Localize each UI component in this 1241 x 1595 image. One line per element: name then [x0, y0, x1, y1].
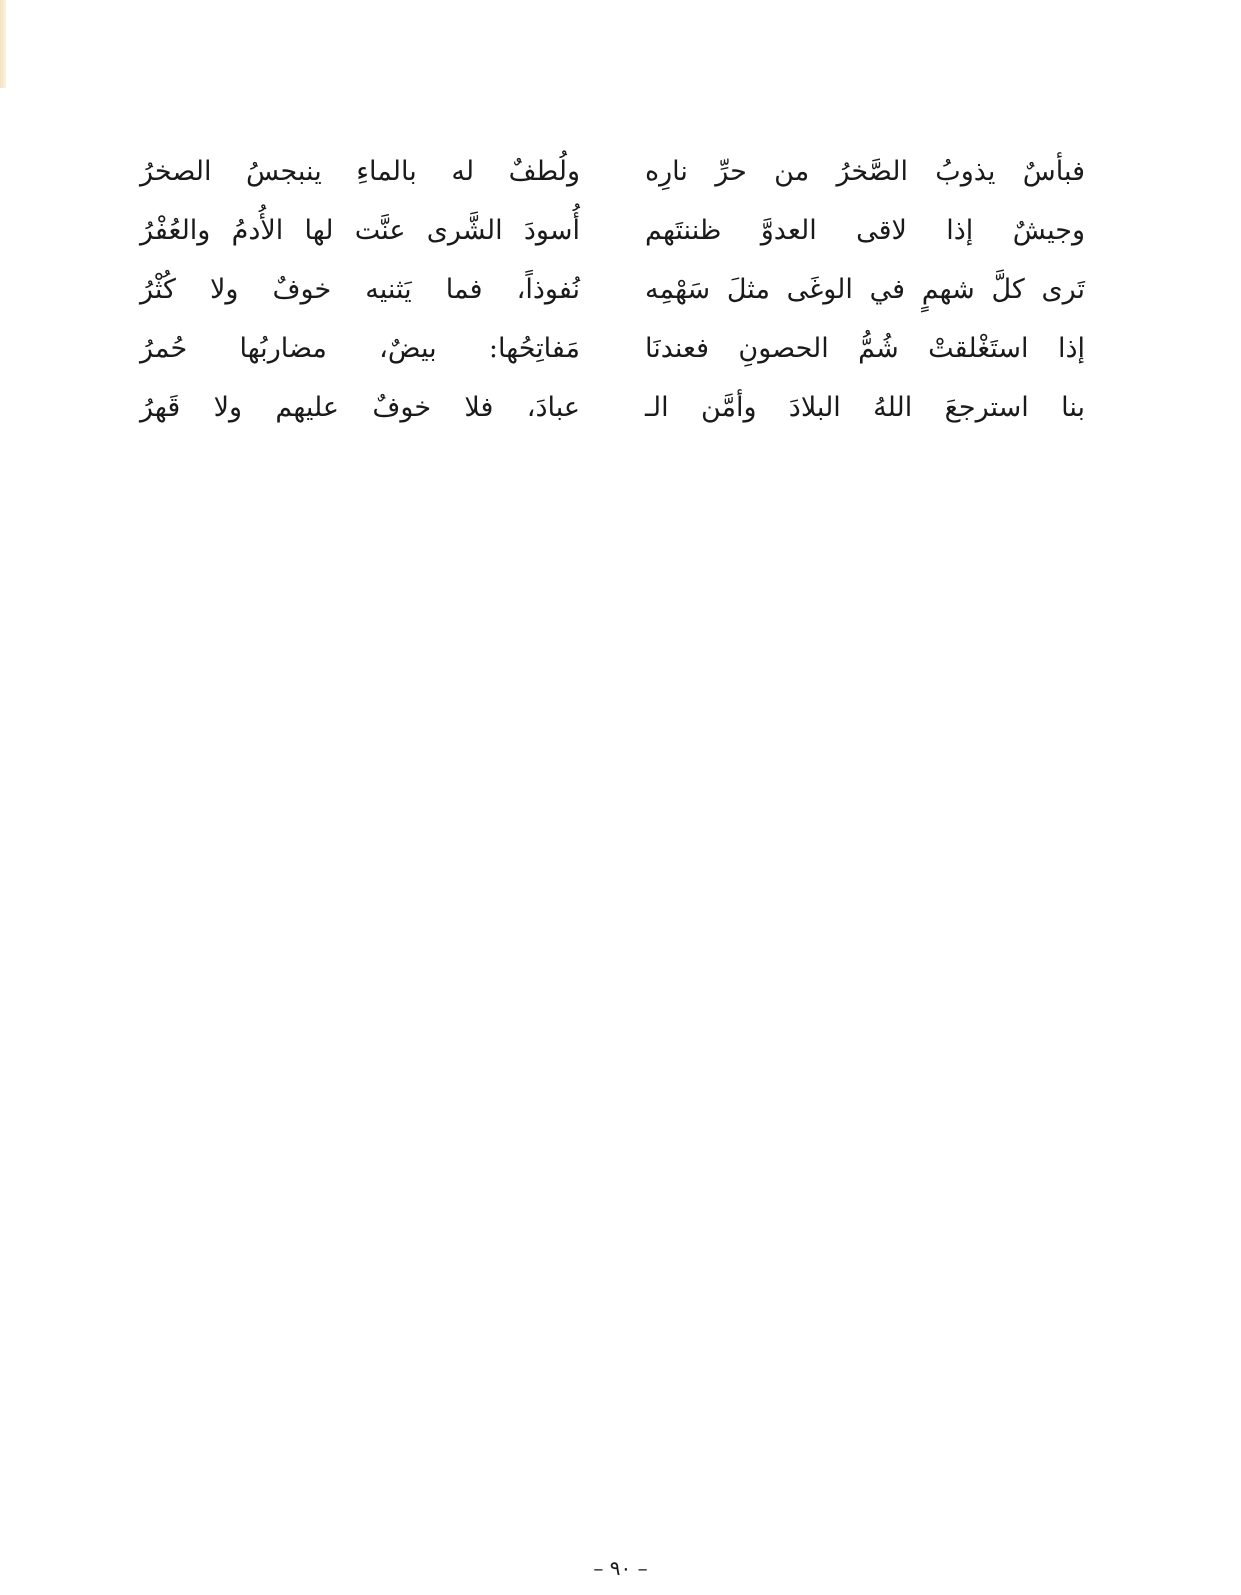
verse-4-first-hemistich: إذا استَغْلقتْ شُمُّ الحصونِ فعندنَا	[645, 332, 1085, 364]
verse-3	[140, 260, 1085, 319]
verse-3-first-hemistich: تَرى كلَّ شهمٍ في الوغَى مثلَ سَهْمِه	[645, 273, 1085, 305]
verse-1	[140, 142, 1085, 201]
verse-5	[140, 378, 1085, 437]
verse-2-first-hemistich: وجيشٌ إذا لاقى العدوَّ ظننتَهم	[645, 214, 1085, 246]
verse-4-second-hemistich: مَفاتِحُها: بيضٌ، مضاربُها حُمرُ	[140, 332, 580, 364]
page-edge-mark	[0, 0, 6, 88]
verse-3-second-hemistich: نُفوذاً، فما يَثنيه خوفٌ ولا كُثْرُ	[140, 273, 580, 305]
verse-2	[140, 201, 1085, 260]
page-number: – ٩٠ –	[593, 1556, 648, 1580]
verse-1-first-hemistich: فبأسٌ يذوبُ الصَّخرُ من حرِّ نارِه	[645, 155, 1085, 187]
poem-verses	[140, 142, 1085, 437]
verse-5-first-hemistich: بنا استرجعَ اللهُ البلادَ وأمَّن الـ	[645, 391, 1085, 423]
verse-1-second-hemistich: ولُطفٌ له بالماءِ ينبجسُ الصخرُ	[140, 155, 580, 187]
verse-4	[140, 319, 1085, 378]
verse-5-second-hemistich: عبادَ، فلا خوفٌ عليهم ولا قَهرُ	[140, 391, 580, 423]
verse-2-second-hemistich: أُسودَ الشَّرى عنَّت لها الأُدمُ والعُفْرُ	[140, 214, 580, 246]
